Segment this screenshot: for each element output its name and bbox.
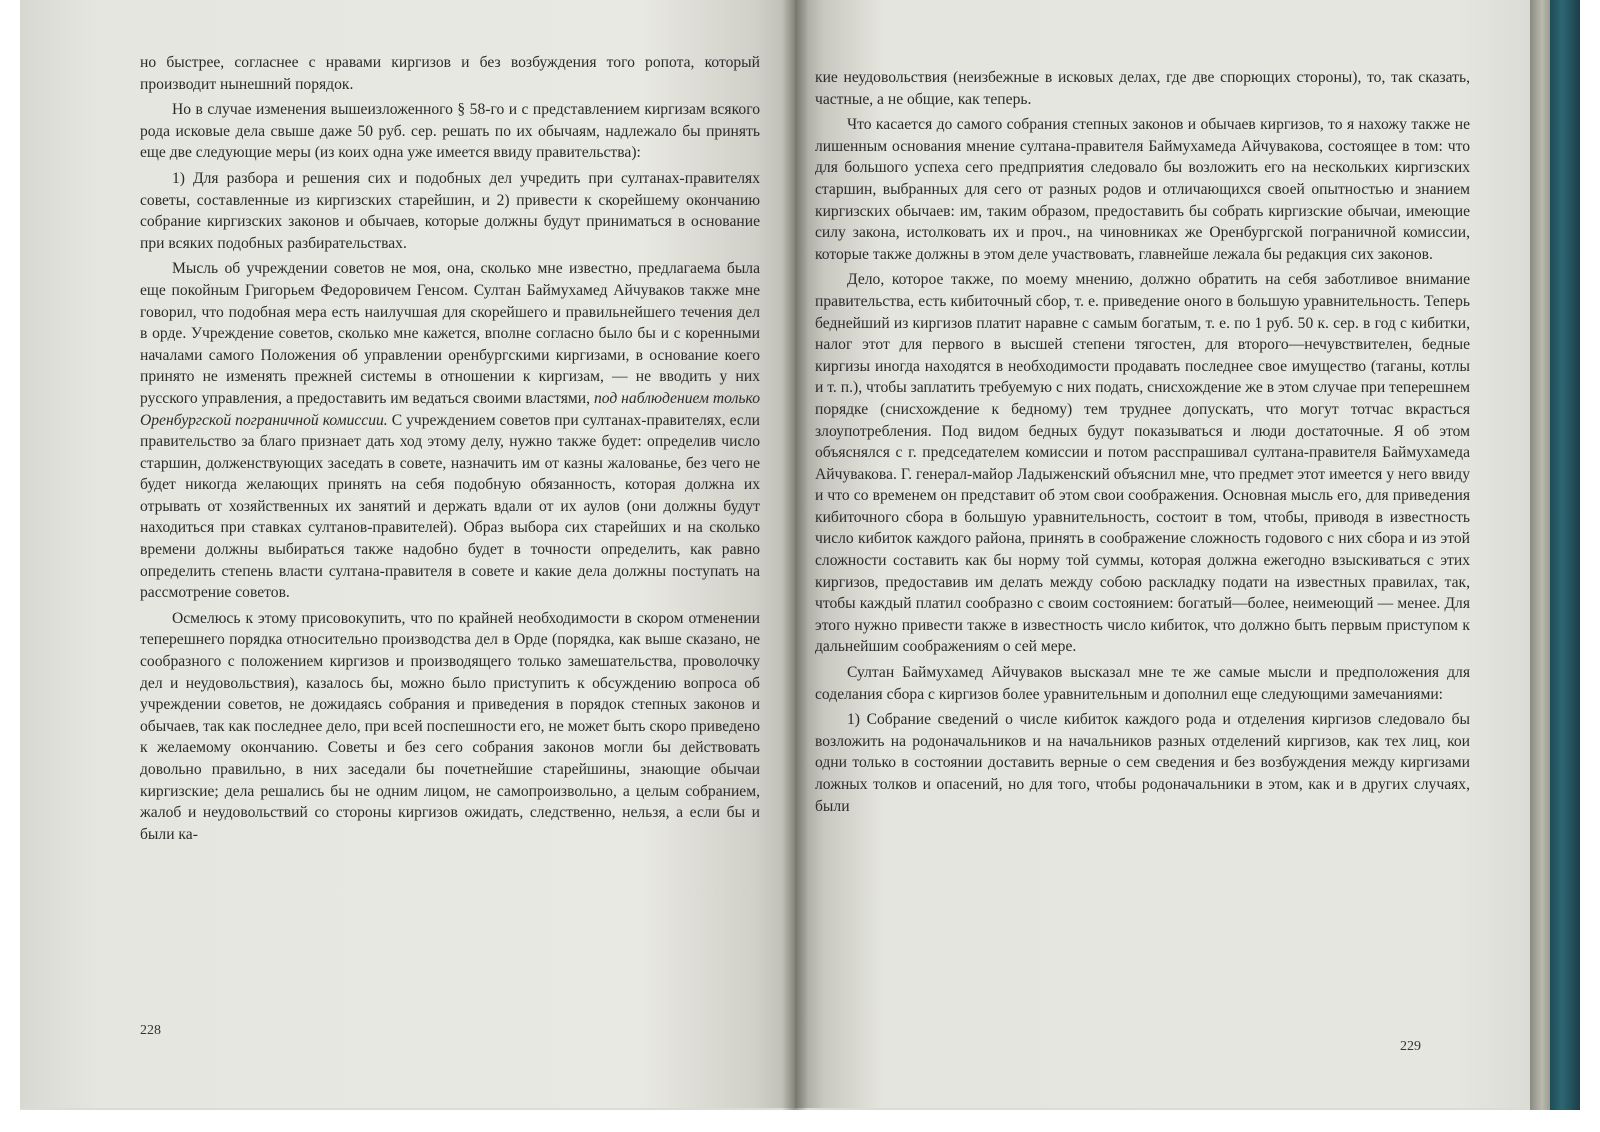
paragraph: кие неудовольствия (неизбежные в исковых делах, где две спорющих стороны), то, так сказать, частные, а не общие, как теперь.: [815, 69, 1470, 108]
italic-phrase: под наблюдением только Оренбургской пограничной комиссии.: [140, 389, 760, 429]
page-number: 228: [140, 1023, 161, 1038]
paragraph: но быстрее, согласнее с нравами киргизов и без возбуждения того ропота, который производит нынешний порядок.: [140, 54, 760, 93]
paragraph: Но в случае изменения вышеизложенного § 58-го и с представлением киргизам всякого рода исковые дела свыше даже 50 руб. сер. решать по их обычаям, надлежало бы принять еще две следующие меры (из коих одна уже имеется ввиду правительства):: [140, 101, 760, 162]
paragraph: Дело, которое также, по моему мнению, должно обратить на себя заботливое внимание правительства, есть кибиточный сбор, т. е. приведение оного в большую уравнительность. Теперь беднейший из киргизов платит наравне с самым богатым, т. е. по 1 руб. 50 к. сер. в год с кибитки, налог этот для первого в высшей степени тягостен, для второго—нечувствителен, бедные киргизы иногда находятся в необходимости продавать последнее свое имущество (таганы, котлы и т. п.), чтобы заплатить требуемую с них подать, снисхождение же в этом случае при теперешнем порядке (снисхождение к бедному) тем труднее допускать, что могут тотчас вкрасться злоупотребления. Под видом бедных будут показываться и люди достаточные. Я об этом объяснялся с г. председателем комиссии и потом расспрашивал султана-правителя Баймухамеда Айчувакова. Г. генерал-майор Ладыженский объяснил мне, что предмет этот имеется у него ввиду и что со временем он представит об этом свои соображения. Основная мысль его, для приведения кибиточного сбора в большую уравнительность, состоит в том, чтобы, приводя в известность число кибиток каждого района, принять в соображение сложность годового с них сбора и из этой сложности составить как бы норму той суммы, которая должна ежегодно взыскиваться с этих киргизов, предоставив им делать между собою раскладку подати на известных правилах, так, чтобы каждый платил сообразно с своим состоянием: богатый—более, неимеющий — менее. Для этого нужно привести также в известность число кибиток, что должно быть первым приступом к дальнейшим соображениям о сей мере.: [815, 271, 1470, 656]
paragraph: 1) Для разбора и решения сих и подобных дел учредить при султанах-правителях советы, составленные из киргизских старейшин, и 2) привести к скорейшему окончанию собрание киргизских законов и обычаев, которые должны будут приниматься в основание при всяких подобных разбирательствах.: [140, 169, 760, 252]
left-page: [20, 0, 795, 1108]
page-edges: [1530, 0, 1550, 1110]
book-cover-edge: [1550, 0, 1580, 1110]
paragraph: Осмелюсь к этому присовокупить, что по крайней необходимости в скором отменении теперешнего порядка относительно производства дел в Орде (порядка, как выше сказано, не сообразного с положением киргизов и производящего только замешательства, проволочку дел и неудовольствия), казалось бы, можно было приступить к обсуждению вопроса об учреждении советов, не дожидаясь собрания и приведения в порядок степных законов и обычаев, так как последнее дело, при всей поспешности его, не может быть скоро приведено к желаемому окончанию. Советы и без сего собрания законов могли бы действовать довольно правильно, в них заседали бы почетнейшие старейшины, знающие обычаи киргизские; дела решались бы не одним лицом, не самопроизвольно, а целым собранием, жалоб и неудовольствий со стороны киргизов ожидать, следственно, нельзя, а если бы и были ка-: [140, 609, 760, 843]
right-page: [795, 0, 1530, 1108]
page-number: 229: [1400, 1039, 1421, 1054]
book-spread: [20, 0, 1580, 1110]
paragraph: 1) Собрание сведений о числе кибиток каждого рода и отделения киргизов следовало бы возложить на родоначальников и на начальников разных отделений киргизов, как тех лиц, кои одни только в состоянии доставить верные о сем сведения и без возбуждения между киргизами ложных толков и опасений, но для того, чтобы родоначальники в этом, как и в других случаях, были: [815, 711, 1470, 815]
paragraph-text: Мысль об учреждении советов не моя, она, сколько мне известно, предлагаема была еще покойным Григорьем Федоровичем Генсом. Султан Баймухамед Айчуваков также мне говорил, что подобная мера есть наилучшая для скорейшего и правильнейшего течения дел в орде. Учреждение советов, сколько мне кажется, вполне согласно было бы и с коренными началами самого Положения об управлении оренбургскими киргизами, в основание коего принято не изменять прежней системы в отношении к киргизам, — не вводить у них русского управления, а предоставить им ведаться своими властями,: [140, 260, 760, 407]
paragraph: [140, 258, 760, 604]
paragraph: Султан Баймухамед Айчуваков высказал мне те же самые мысли и предположения для соделания сбора с киргизов более уравнительным и дополнил еще следующими замечаниями:: [815, 664, 1470, 703]
paragraph: Что касается до самого собрания степных законов и обычаев киргизов, то я нахожу также не лишенным основания мнение султана-правителя Баймухамеда Айчувакова, состоящее в том: что для большого успеха сего предприятия следовало бы возложить его на нескольких киргизских старшин, выбранных для сего от разных родов и отличающихся своей опытностью и знанием киргизских обычаев: им, таким образом, предоставить бы собрать киргизские обычаи, имеющие силу закона, истолковать их и проч., на чиновниках же Оренбургской пограничной комиссии, которые также должны в этом деле участвовать, главнейше лежала бы редакция сих законов.: [815, 116, 1470, 263]
paragraph-text: С учреждением советов при султанах-правителях, если правительство за благо признает дать ход этому делу, нужно также будет: определив число старшин, долженствующих заседать в совете, назначить им от казны жалованье, без чего не будет никогда желающих принять на себя подобную обязанность, которая должна их отрывать от хозяйственных их занятий и держать вдали от их аулов (они должны будут находиться при ставках султанов-правителей). Образ выбора сих старейших и на сколько времени должны выбираться также надобно будет в точности определить, как равно определить степень власти султана-правителя в совете и какие дела должны поступать на рассмотрение советов.: [140, 411, 760, 602]
